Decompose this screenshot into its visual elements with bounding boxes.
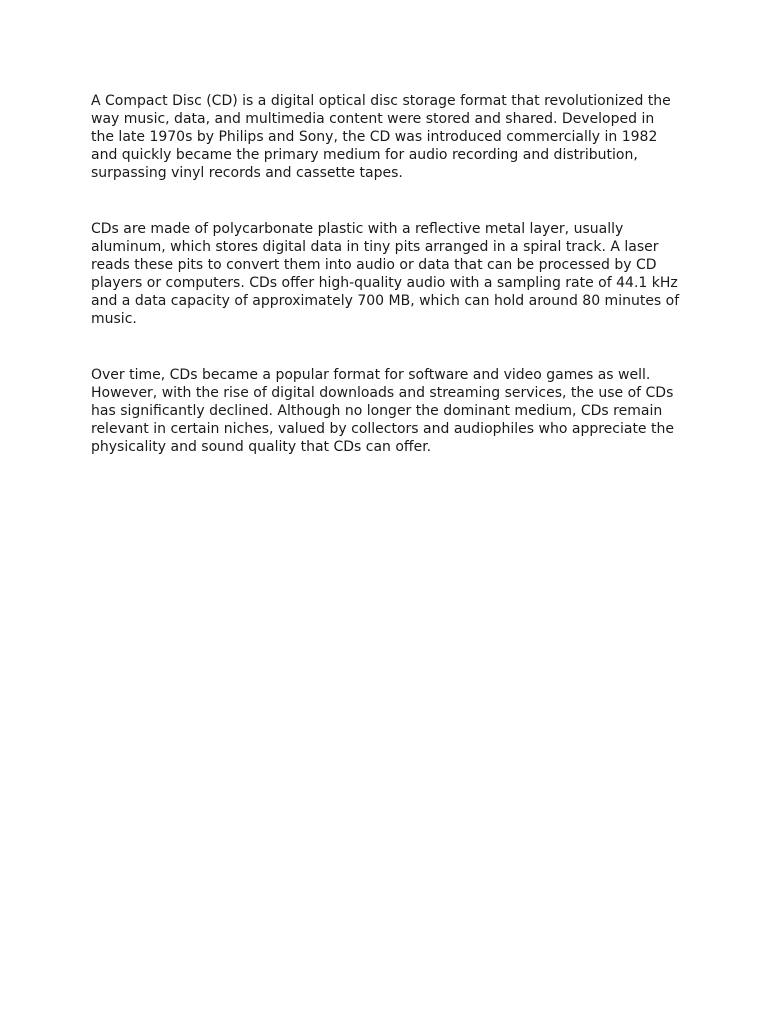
paragraph-technology: CDs are made of polycarbonate plastic with a reflective metal layer, usually aluminum, which stores digital data in tiny pits arranged in a spiral track. A laser reads these pits to convert them into audio or data that can be processed by CD players or computers. CDs offer high-quality audio with a sampling rate of 44.1 kHz and a data capacity of approximately 700 MB, which can hold around 80 minutes of music. xyxy=(91,221,680,327)
paragraph-decline: Over time, CDs became a popular format for software and video games as well. However, with the rise of digital downloads and streaming services, the use of CDs has significantly declined. Although no longer the dominant medium, CDs remain relevant in certain niches, valued by collectors and audiophiles who appreciate the physicality and sound quality that CDs can offer. xyxy=(91,367,674,455)
document-body xyxy=(91,92,681,456)
paragraph-introduction: A Compact Disc (CD) is a digital optical disc storage format that revolutionized the way music, data, and multimedia content were stored and shared. Developed in the late 1970s by Philips and Sony, the CD was introduced commercially in 1982 and quickly became the primary medium for audio recording and distribution, surpassing vinyl records and cassette tapes. xyxy=(91,93,671,181)
